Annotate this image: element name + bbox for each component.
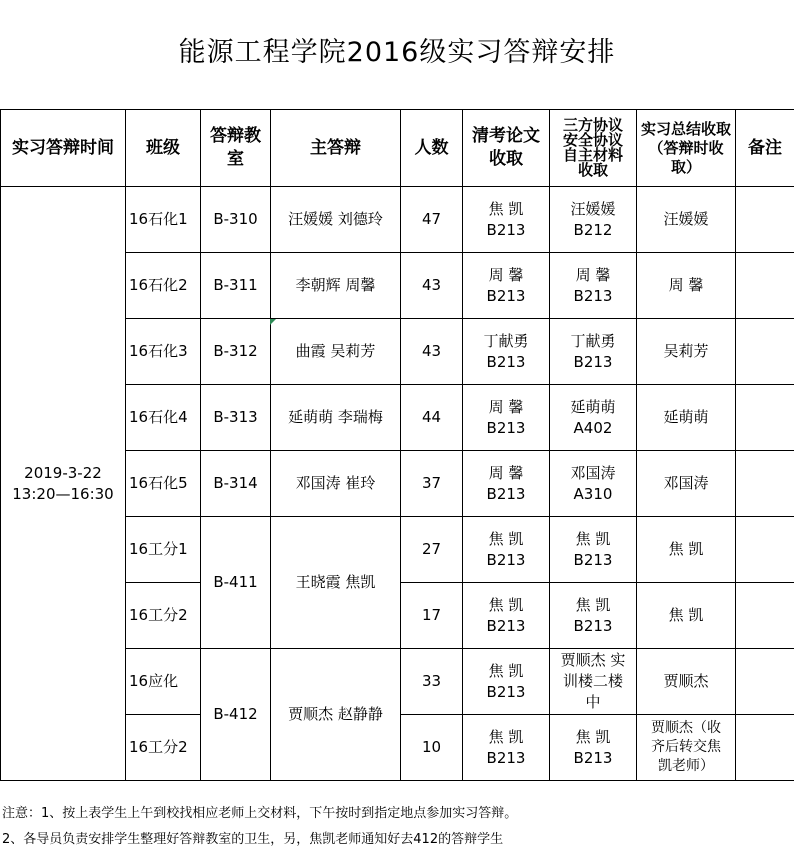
table-row — [1, 187, 794, 253]
paper-cell: 丁献勇 B213 — [463, 319, 550, 385]
remark-cell — [736, 649, 794, 715]
header-examiner: 主答辩 — [271, 110, 401, 187]
count-cell: 37 — [401, 451, 463, 517]
header-count: 人数 — [401, 110, 463, 187]
class-cell: 16石化1 — [126, 187, 201, 253]
notes — [2, 801, 792, 853]
room-cell: B-312 — [201, 319, 271, 385]
class-cell: 16石化5 — [126, 451, 201, 517]
paper-cell: 周 馨 B213 — [463, 451, 550, 517]
room-cell: B-311 — [201, 253, 271, 319]
header-remark: 备注 — [736, 110, 794, 187]
examiner-cell: 贾顺杰 赵静静 — [271, 649, 401, 781]
agreements-cell: 周 馨 B213 — [550, 253, 637, 319]
header-agreements: 三方协议 安全协议 自主材料 收取 — [550, 110, 637, 187]
summary-cell: 汪媛媛 — [637, 187, 736, 253]
paper-cell: 焦 凯 B213 — [463, 649, 550, 715]
header-row — [1, 110, 794, 187]
paper-cell: 焦 凯 B213 — [463, 187, 550, 253]
comment-marker-icon — [270, 319, 276, 325]
header-room: 答辩教室 — [201, 110, 271, 187]
summary-cell: 周 馨 — [637, 253, 736, 319]
room-cell: B-313 — [201, 385, 271, 451]
examiner-cell: 延萌萌 李瑞梅 — [271, 385, 401, 451]
agreements-cell: 焦 凯 B213 — [550, 715, 637, 781]
examiner-cell: 李朝辉 周馨 — [271, 253, 401, 319]
count-cell: 44 — [401, 385, 463, 451]
count-cell: 43 — [401, 319, 463, 385]
agreements-cell: 焦 凯 B213 — [550, 583, 637, 649]
header-paper: 清考论文收取 — [463, 110, 550, 187]
paper-cell: 周 馨 B213 — [463, 253, 550, 319]
summary-cell: 延萌萌 — [637, 385, 736, 451]
count-cell: 43 — [401, 253, 463, 319]
note-line: 注意：1、按上表学生上午到校找相应老师上交材料，下午按时到指定地点参加实习答辩。 — [2, 801, 792, 827]
paper-cell: 焦 凯 B213 — [463, 715, 550, 781]
paper-cell: 焦 凯 B213 — [463, 583, 550, 649]
class-cell: 16石化3 — [126, 319, 201, 385]
header-time: 实习答辩时间 — [1, 110, 126, 187]
room-cell: B-412 — [201, 649, 271, 781]
class-cell: 16石化2 — [126, 253, 201, 319]
paper-cell: 焦 凯 B213 — [463, 517, 550, 583]
remark-cell — [736, 319, 794, 385]
class-cell: 16应化 — [126, 649, 201, 715]
time-cell: 2019-3-22 13:20—16:30 — [1, 187, 126, 781]
summary-cell: 焦 凯 — [637, 583, 736, 649]
summary-cell: 贾顺杰 — [637, 649, 736, 715]
page-title: 能源工程学院2016级实习答辩安排 — [0, 30, 794, 69]
class-cell: 16工分2 — [126, 715, 201, 781]
remark-cell — [736, 451, 794, 517]
room-cell: B-310 — [201, 187, 271, 253]
class-cell: 16石化4 — [126, 385, 201, 451]
examiner-cell: 汪媛媛 刘德玲 — [271, 187, 401, 253]
remark-cell — [736, 385, 794, 451]
count-cell: 10 — [401, 715, 463, 781]
examiner-cell: 曲霞 吴莉芳 — [271, 319, 401, 385]
count-cell: 47 — [401, 187, 463, 253]
agreements-cell: 汪媛媛 B212 — [550, 187, 637, 253]
room-cell: B-411 — [201, 517, 271, 649]
agreements-cell: 丁献勇 B213 — [550, 319, 637, 385]
header-class: 班级 — [126, 110, 201, 187]
examiner-cell: 王晓霞 焦凯 — [271, 517, 401, 649]
examiner-cell: 邓国涛 崔玲 — [271, 451, 401, 517]
class-cell: 16工分2 — [126, 583, 201, 649]
count-cell: 33 — [401, 649, 463, 715]
remark-cell — [736, 583, 794, 649]
remark-cell — [736, 187, 794, 253]
summary-cell: 邓国涛 — [637, 451, 736, 517]
agreements-cell: 贾顺杰 实 训楼二楼 中 — [550, 649, 637, 715]
class-cell: 16工分1 — [126, 517, 201, 583]
remark-cell — [736, 517, 794, 583]
summary-cell: 贾顺杰（收 齐后转交焦 凯老师） — [637, 715, 736, 781]
summary-cell: 吴莉芳 — [637, 319, 736, 385]
paper-cell: 周 馨 B213 — [463, 385, 550, 451]
note-line: 2、各导员负责安排学生整理好答辩教室的卫生，另，焦凯老师通知好去412的答辩学生 — [2, 827, 792, 853]
count-cell: 17 — [401, 583, 463, 649]
count-cell: 27 — [401, 517, 463, 583]
remark-cell — [736, 253, 794, 319]
schedule-table — [0, 109, 794, 781]
remark-cell — [736, 715, 794, 781]
room-cell: B-314 — [201, 451, 271, 517]
summary-cell: 焦 凯 — [637, 517, 736, 583]
agreements-cell: 延萌萌 A402 — [550, 385, 637, 451]
header-summary: 实习总结收取（答辩时收取） — [637, 110, 736, 187]
agreements-cell: 焦 凯 B213 — [550, 517, 637, 583]
agreements-cell: 邓国涛 A310 — [550, 451, 637, 517]
